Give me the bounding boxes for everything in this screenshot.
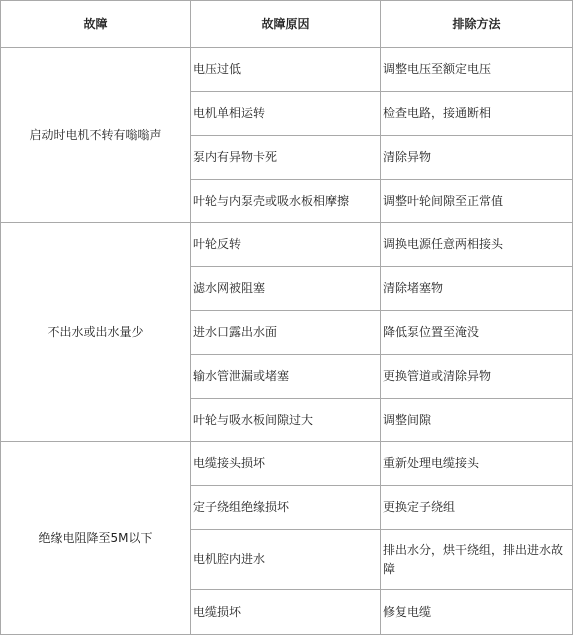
remedy-cell: 调整叶轮间隙至正常值 <box>381 180 573 223</box>
cause-cell: 电机单相运转 <box>191 92 381 136</box>
remedy-cell: 检查电路，接通断相 <box>381 92 573 136</box>
header-fault: 故障 <box>1 1 191 48</box>
cause-cell: 叶轮与吸水板间隙过大 <box>191 399 381 442</box>
remedy-cell: 清除堵塞物 <box>381 267 573 311</box>
remedy-cell: 更换管道或清除异物 <box>381 355 573 399</box>
remedy-cell: 修复电缆 <box>381 590 573 635</box>
cause-cell: 进水口露出水面 <box>191 311 381 355</box>
cause-cell: 滤水网被阻塞 <box>191 267 381 311</box>
table-row <box>1 48 573 92</box>
remedy-cell: 清除异物 <box>381 136 573 180</box>
fault-cell: 启动时电机不转有嗡嗡声 <box>1 48 191 223</box>
table-row <box>1 223 573 267</box>
cause-cell: 电缆接头损坏 <box>191 442 381 486</box>
table-row <box>1 442 573 486</box>
remedy-cell: 更换定子绕组 <box>381 486 573 530</box>
remedy-cell: 重新处理电缆接头 <box>381 442 573 486</box>
cause-cell: 电机腔内进水 <box>191 530 381 590</box>
remedy-cell: 调换电源任意两相接头 <box>381 223 573 267</box>
header-cause: 故障原因 <box>191 1 381 48</box>
cause-cell: 电缆损坏 <box>191 590 381 635</box>
remedy-cell: 降低泵位置至淹没 <box>381 311 573 355</box>
remedy-cell: 调整间隙 <box>381 399 573 442</box>
header-row <box>1 1 573 48</box>
cause-cell: 电压过低 <box>191 48 381 92</box>
header-remedy: 排除方法 <box>381 1 573 48</box>
cause-cell: 叶轮与内泵壳或吸水板相摩擦 <box>191 180 381 223</box>
cause-cell: 定子绕组绝缘损坏 <box>191 486 381 530</box>
cause-cell: 叶轮反转 <box>191 223 381 267</box>
remedy-cell: 调整电压至额定电压 <box>381 48 573 92</box>
fault-cell: 绝缘电阻降至5M以下 <box>1 442 191 635</box>
cause-cell: 泵内有异物卡死 <box>191 136 381 180</box>
remedy-cell: 排出水分，烘干绕组，排出进水故障 <box>381 530 573 590</box>
cause-cell: 输水管泄漏或堵塞 <box>191 355 381 399</box>
fault-cell: 不出水或出水量少 <box>1 223 191 442</box>
